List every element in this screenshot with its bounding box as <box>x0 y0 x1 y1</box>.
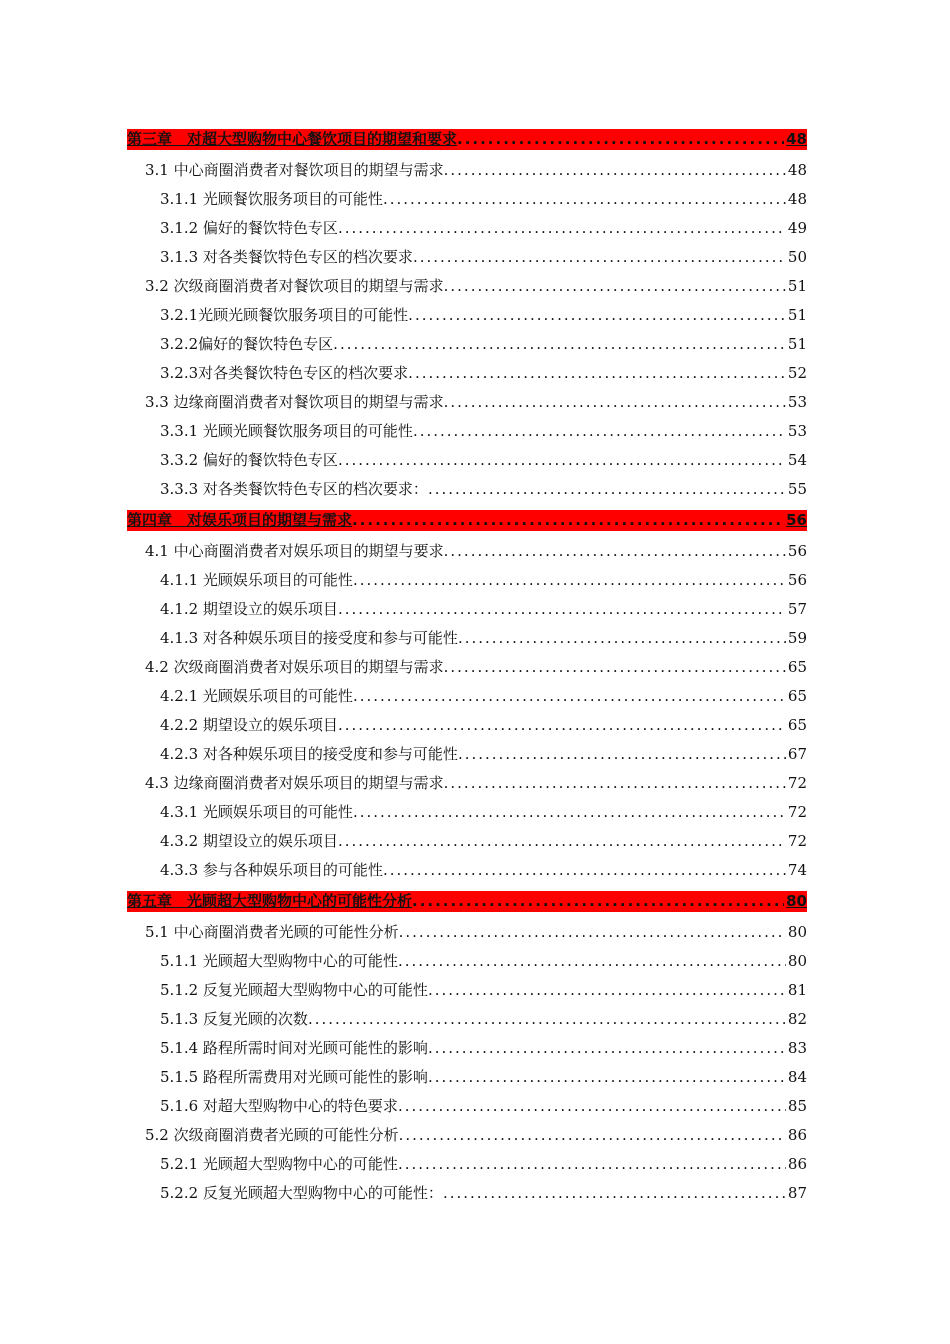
toc-entry[interactable] <box>127 976 807 1005</box>
toc-entry-label: 4.1.3 对各种娱乐项目的接受度和参与可能性 <box>160 629 458 647</box>
toc-page-number: 51 <box>787 277 807 295</box>
toc-entry-label: 4.2 次级商圈消费者对娱乐项目的期望与需求 <box>145 658 444 676</box>
toc-entry-label: 3.1.1 光顾餐饮服务项目的可能性 <box>160 190 383 208</box>
toc-leader-dots <box>428 1063 786 1092</box>
toc-page-number: 72 <box>787 803 807 821</box>
toc-page-number: 54 <box>787 451 807 469</box>
toc-page-number: 51 <box>787 306 807 324</box>
toc-leader-dots <box>353 682 786 711</box>
toc-entry-label: 3.3 边缘商圈消费者对餐饮项目的期望与需求 <box>145 393 444 411</box>
toc-entry[interactable] <box>127 595 807 624</box>
toc-entry-label: 4.1.2 期望设立的娱乐项目 <box>160 600 338 618</box>
toc-entry[interactable] <box>127 653 807 682</box>
toc-page-number: 67 <box>787 745 807 763</box>
toc-entry-label: 3.3.2 偏好的餐饮特色专区 <box>160 451 338 469</box>
toc-leader-dots <box>338 711 786 740</box>
toc-entry[interactable] <box>127 798 807 827</box>
toc-entry[interactable] <box>127 918 807 947</box>
toc-entry-label: 4.3.3 参与各种娱乐项目的可能性 <box>160 861 383 879</box>
toc-entry-label: 第五章 光顾超大型购物中心的可能性分析 <box>127 892 413 910</box>
toc-leader-dots <box>398 947 786 976</box>
toc-entry-label: 3.3.1 光顾光顾餐饮服务项目的可能性 <box>160 422 413 440</box>
toc-page-number: 51 <box>787 335 807 353</box>
toc-entry-label: 3.2.1光顾光顾餐饮服务项目的可能性 <box>160 306 409 324</box>
toc-entry-label: 4.3.2 期望设立的娱乐项目 <box>160 832 338 850</box>
toc-entry[interactable] <box>127 272 807 301</box>
toc-leader-dots <box>444 388 786 417</box>
toc-leader-dots <box>443 1179 786 1208</box>
toc-leader-dots <box>383 856 786 885</box>
toc-page-number: 65 <box>787 687 807 705</box>
toc-leader-dots <box>398 1150 786 1179</box>
toc-entry[interactable] <box>127 566 807 595</box>
toc-leader-dots <box>398 1092 786 1121</box>
toc-entry-label: 5.1.4 路程所需时间对光顾可能性的影响 <box>160 1039 428 1057</box>
toc-entry[interactable] <box>127 1092 807 1121</box>
toc-leader-dots <box>399 1121 786 1150</box>
toc-entry[interactable] <box>127 301 807 330</box>
toc-entry[interactable] <box>127 740 807 769</box>
toc-entry[interactable] <box>127 214 807 243</box>
toc-entry-label: 5.2.1 光顾超大型购物中心的可能性 <box>160 1155 398 1173</box>
toc-entry-label: 5.1.2 反复光顾超大型购物中心的可能性 <box>160 981 428 999</box>
toc-leader-dots <box>444 537 786 566</box>
toc-entry[interactable] <box>127 947 807 976</box>
toc-entry-label: 4.2.2 期望设立的娱乐项目 <box>160 716 338 734</box>
toc-entry[interactable] <box>127 537 807 566</box>
toc-page-number: 53 <box>787 422 807 440</box>
toc-entry[interactable] <box>127 330 807 359</box>
toc-entry[interactable] <box>127 1179 807 1208</box>
toc-leader-dots <box>338 214 786 243</box>
toc-leader-dots <box>413 243 786 272</box>
toc-page-number: 82 <box>787 1010 807 1028</box>
toc-leader-dots <box>352 510 784 531</box>
toc-entry[interactable] <box>127 1121 807 1150</box>
toc-page-number: 65 <box>787 716 807 734</box>
toc-chapter-entry[interactable] <box>127 129 807 150</box>
toc-entry[interactable] <box>127 856 807 885</box>
toc-page-number: 86 <box>787 1126 807 1144</box>
toc-page-number: 81 <box>787 981 807 999</box>
toc-leader-dots <box>444 156 786 185</box>
toc-leader-dots <box>428 976 786 1005</box>
toc-page-number: 72 <box>787 774 807 792</box>
toc-page-number: 49 <box>787 219 807 237</box>
toc-page-number: 83 <box>787 1039 807 1057</box>
toc-entry-label: 5.1.1 光顾超大型购物中心的可能性 <box>160 952 398 970</box>
toc-leader-dots <box>399 918 786 947</box>
toc-page-number: 56 <box>787 542 807 560</box>
toc-entry-label: 第四章 对娱乐项目的期望与需求 <box>127 511 353 529</box>
toc-page-number: 87 <box>787 1184 807 1202</box>
toc-leader-dots <box>458 624 786 653</box>
toc-leader-dots <box>444 653 786 682</box>
toc-page-number: 84 <box>787 1068 807 1086</box>
toc-entry-label: 5.2.2 反复光顾超大型购物中心的可能性： <box>160 1184 443 1202</box>
toc-page-number: 48 <box>787 190 807 208</box>
toc-leader-dots <box>408 359 786 388</box>
toc-chapter-entry[interactable] <box>127 891 807 912</box>
toc-page-number: 72 <box>787 832 807 850</box>
toc-entry-label: 4.3.1 光顾娱乐项目的可能性 <box>160 803 353 821</box>
toc-leader-dots <box>338 827 786 856</box>
toc-page-number: 48 <box>787 161 807 179</box>
toc-leader-dots <box>428 475 786 504</box>
toc-entry-label: 4.1 中心商圈消费者对娱乐项目的期望与要求 <box>145 542 444 560</box>
toc-page-number: 80 <box>786 892 807 910</box>
toc-page-number: 55 <box>787 480 807 498</box>
toc-entry[interactable] <box>127 1063 807 1092</box>
toc-entry-label: 5.1.6 对超大型购物中心的特色要求 <box>160 1097 398 1115</box>
toc-leader-dots <box>408 301 786 330</box>
toc-entry-label: 3.3.3 对各类餐饮特色专区的档次要求： <box>160 480 428 498</box>
toc-leader-dots <box>353 566 786 595</box>
toc-entry-label: 5.2 次级商圈消费者光顾的可能性分析 <box>145 1126 399 1144</box>
toc-leader-dots <box>457 129 784 150</box>
toc-entry[interactable] <box>127 1005 807 1034</box>
toc-entry[interactable] <box>127 624 807 653</box>
toc-entry[interactable] <box>127 185 807 214</box>
toc-entry-label: 第三章 对超大型购物中心餐饮项目的期望和要求 <box>127 130 458 148</box>
toc-entry[interactable] <box>127 359 807 388</box>
toc-entry[interactable] <box>127 243 807 272</box>
toc-page-number: 59 <box>787 629 807 647</box>
toc-page-number: 56 <box>786 511 807 529</box>
toc-leader-dots <box>308 1005 786 1034</box>
toc-leader-dots <box>458 740 786 769</box>
toc-entry[interactable] <box>127 417 807 446</box>
toc-entry[interactable] <box>127 827 807 856</box>
toc-entry[interactable] <box>127 388 807 417</box>
toc-entry[interactable] <box>127 682 807 711</box>
toc-page-number: 52 <box>787 364 807 382</box>
toc-page-number: 74 <box>787 861 807 879</box>
toc-page-number: 57 <box>787 600 807 618</box>
toc-page-number: 85 <box>787 1097 807 1115</box>
toc-entry-label: 3.1 中心商圈消费者对餐饮项目的期望与需求 <box>145 161 444 179</box>
toc-page-number: 56 <box>787 571 807 589</box>
toc-entry-label: 3.1.3 对各类餐饮特色专区的档次要求 <box>160 248 413 266</box>
toc-entry-label: 4.2.1 光顾娱乐项目的可能性 <box>160 687 353 705</box>
toc-entry-label: 4.1.1 光顾娱乐项目的可能性 <box>160 571 353 589</box>
toc-leader-dots <box>353 798 786 827</box>
toc-page-number: 53 <box>787 393 807 411</box>
toc-leader-dots <box>338 446 786 475</box>
toc-entry[interactable] <box>127 156 807 185</box>
toc-leader-dots <box>383 185 786 214</box>
toc-entry-label: 3.2.3对各类餐饮特色专区的档次要求 <box>160 364 409 382</box>
toc-entry[interactable] <box>127 475 807 504</box>
toc-leader-dots <box>444 272 786 301</box>
toc-entry[interactable] <box>127 1034 807 1063</box>
toc-page-number: 80 <box>787 923 807 941</box>
toc-page-number: 50 <box>787 248 807 266</box>
toc-entry-label: 4.2.3 对各种娱乐项目的接受度和参与可能性 <box>160 745 458 763</box>
toc-chapter-entry[interactable] <box>127 510 807 531</box>
toc-leader-dots <box>412 891 784 912</box>
toc-entry-label: 3.2.2偏好的餐饮特色专区 <box>160 335 334 353</box>
toc-entry-label: 5.1 中心商圈消费者光顾的可能性分析 <box>145 923 399 941</box>
toc-entry-label: 3.1.2 偏好的餐饮特色专区 <box>160 219 338 237</box>
toc-entry[interactable] <box>127 769 807 798</box>
toc-entry[interactable] <box>127 711 807 740</box>
toc-page-number: 65 <box>787 658 807 676</box>
toc-entry-label: 5.1.3 反复光顾的次数 <box>160 1010 308 1028</box>
toc-leader-dots <box>428 1034 786 1063</box>
toc-leader-dots <box>338 595 786 624</box>
table-of-contents <box>127 123 807 1208</box>
toc-entry[interactable] <box>127 1150 807 1179</box>
toc-entry[interactable] <box>127 446 807 475</box>
toc-entry-label: 3.2 次级商圈消费者对餐饮项目的期望与需求 <box>145 277 444 295</box>
toc-entry-label: 4.3 边缘商圈消费者对娱乐项目的期望与需求 <box>145 774 444 792</box>
toc-leader-dots <box>413 417 786 446</box>
toc-page-number: 86 <box>787 1155 807 1173</box>
toc-page-number: 48 <box>786 130 807 148</box>
toc-page-number: 80 <box>787 952 807 970</box>
toc-entry-label: 5.1.5 路程所需费用对光顾可能性的影响 <box>160 1068 428 1086</box>
toc-leader-dots <box>333 330 786 359</box>
toc-leader-dots <box>444 769 786 798</box>
